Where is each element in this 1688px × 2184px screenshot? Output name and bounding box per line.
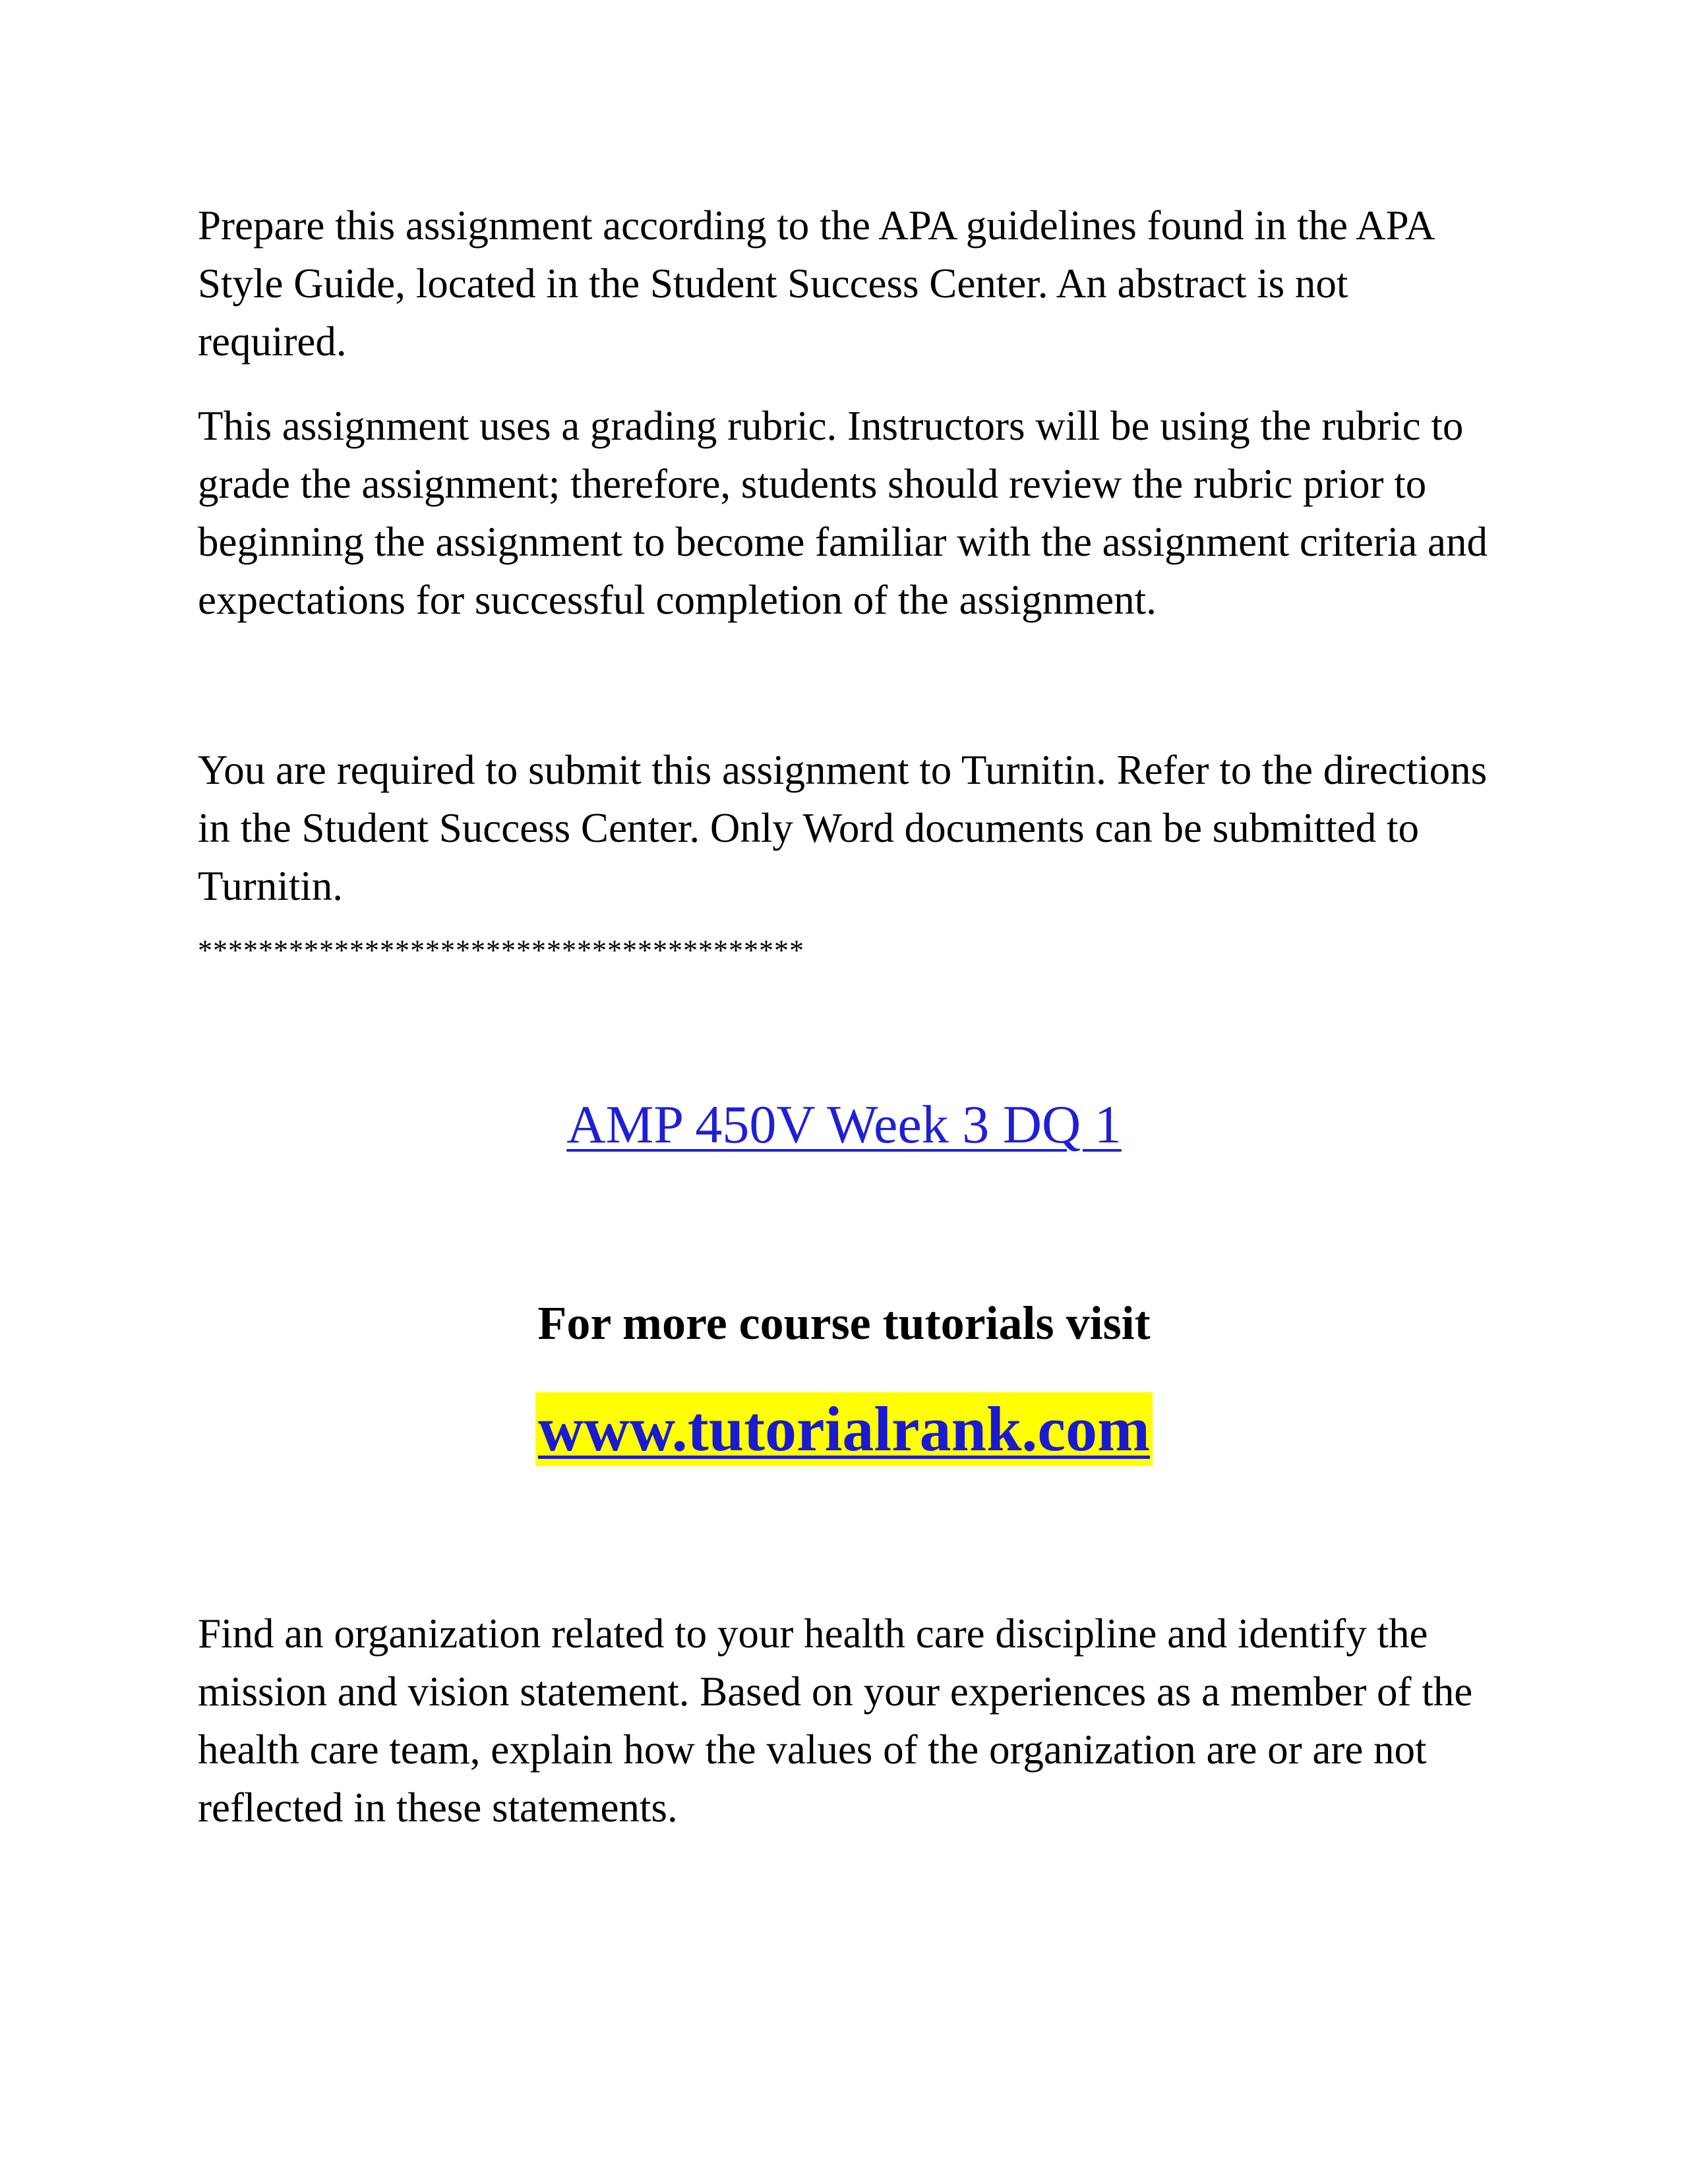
document-body	[198, 196, 1490, 1837]
apa-instructions-paragraph: Prepare this assignment according to the APA guidelines found in the APA Style Guide, located in the Student Success Center. An abstract is not required.	[198, 202, 1433, 365]
website-container	[198, 1392, 1490, 1466]
course-link-container	[198, 1092, 1490, 1158]
discussion-question-paragraph: Find an organization related to your health care discipline and identify the mission and vision statement. Based on your experiences as a member of the health care team, explain how the values of the organization are or are not reflected in these statements.	[198, 1610, 1473, 1831]
website-link[interactable]: www.tutorialrank.com	[538, 1394, 1150, 1464]
website-highlight	[535, 1392, 1153, 1466]
rubric-paragraph: This assignment uses a grading rubric. Instructors will be using the rubric to grade the assignment; therefore, students should review the rubric prior to beginning the assignment to become familiar with the assignment criteria and expectations for successful completion of the assignment.	[198, 403, 1488, 623]
turnitin-paragraph: You are required to submit this assignment to Turnitin. Refer to the directions in the Student Success Center. Only Word documents can be submitted to Turnitin.	[198, 747, 1488, 909]
course-link[interactable]: AMP 450V Week 3 DQ 1	[566, 1094, 1122, 1154]
separator-stars: ****************************************	[198, 934, 804, 966]
visit-heading: For more course tutorials visit	[537, 1297, 1151, 1349]
